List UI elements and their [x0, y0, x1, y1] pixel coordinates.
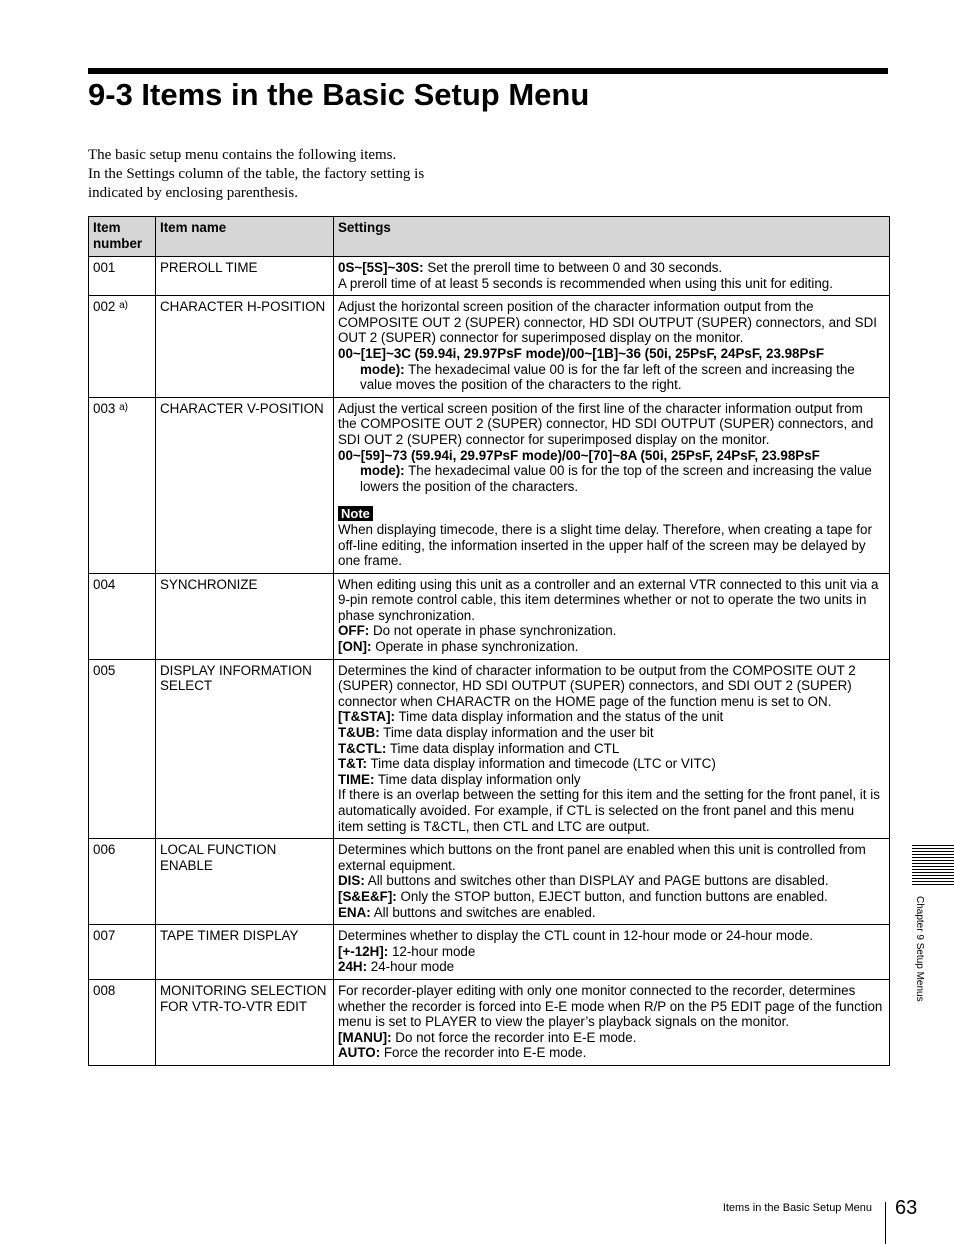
setting-text: A preroll time of at least 5 seconds is recommended when using this unit for editing.: [338, 275, 833, 291]
item-settings: 0S~[5S]~30S: Set the preroll time to between 0 and 30 seconds. A preroll time of at least 5 seconds is recommended when using this unit for editing.: [334, 257, 890, 296]
intro-line: indicated by enclosing parenthesis.: [88, 185, 298, 201]
item-number: 005: [89, 659, 156, 839]
footnote-marker: a): [119, 300, 128, 312]
table-row: [89, 296, 890, 398]
item-settings: [334, 979, 890, 1065]
page-number: 63: [895, 1197, 918, 1219]
setup-table: [88, 216, 890, 1066]
item-name: SYNCHRONIZE: [156, 573, 334, 659]
setting-text: Determines whether to display the CTL count in 12-hour mode or 24-hour mode.: [338, 928, 814, 944]
item-name: LOCAL FUNCTION ENABLE: [156, 839, 334, 925]
table-row: [89, 573, 890, 659]
header-item-name: Item name: [156, 217, 334, 257]
setting-text: If there is an overlap between the setting for this item and the setting for the front panel, it is automatically avoided. For example, if CTL is selected on the front panel and this menu item setting is T&CTL, then CTL and LTC are output.: [338, 787, 880, 834]
title-rule: [88, 68, 888, 74]
item-number: 008: [89, 979, 156, 1065]
item-name: CHARACTER V-POSITION: [156, 397, 334, 573]
setting-text: Adjust the horizontal screen position of the character information output from the COMPOSITE OUT 2 (SUPER) connector, HD SDI OUTPUT (SUPER) connectors, and SDI OUT 2 (SUPER) connector for superimposed display on the monitor.: [338, 299, 877, 346]
setting-option: AUTO: Force the recorder into E-E mode.: [338, 1045, 587, 1061]
table-row: [89, 257, 890, 296]
item-name: CHARACTER H-POSITION: [156, 296, 334, 398]
setting-option: 24H: 24-hour mode: [338, 959, 455, 975]
item-settings: [334, 659, 890, 839]
setting-option: T&UB: Time data display information and the user bit: [338, 725, 654, 741]
setting-option: [ON]: Operate in phase synchronization.: [338, 639, 579, 655]
table-row: [89, 839, 890, 925]
setting-option: T&CTL: Time data display information and CTL: [338, 740, 620, 756]
header-item-number: Item number: [89, 217, 156, 257]
item-settings: [334, 573, 890, 659]
table-header-row: [89, 217, 890, 257]
intro-text: [88, 146, 488, 203]
item-number: 007: [89, 925, 156, 980]
setting-option: [MANU]: Do not force the recorder into E-E mode.: [338, 1029, 637, 1045]
chapter-label: Chapter 9 Setup Menus: [914, 896, 925, 1002]
note-badge: Note: [338, 506, 373, 521]
table-row: [89, 659, 890, 839]
item-name: PREROLL TIME: [156, 257, 334, 296]
item-settings: [334, 925, 890, 980]
setting-range: 0S~[5S]~30S:: [338, 260, 424, 275]
setting-option: [+-12H]: 12-hour mode: [338, 943, 476, 959]
table-row: [89, 925, 890, 980]
item-number: 001: [89, 257, 156, 296]
setting-option: T&T: Time data display information and timecode (LTC or VITC): [338, 756, 716, 772]
setting-option: [T&STA]: Time data display information and the status of the unit: [338, 709, 724, 725]
setting-text: For recorder-player editing with only one monitor connected to the recorder, determines whether the recorder is forced into E-E mode when R/P on the P5 EDIT page of the function menu is set to PLAYER to view the player’s playback signals on the monitor.: [338, 982, 883, 1030]
item-name: MONITORING SELECTION FOR VTR-TO-VTR EDIT: [156, 979, 334, 1065]
item-name: DISPLAY INFORMATION SELECT: [156, 659, 334, 839]
footnote-marker: a): [119, 401, 128, 413]
setting-range: 00~[59]~73 (59.94i, 29.97PsF mode)/00~[70]~8A (50i, 25PsF, 24PsF, 23.98PsF: [338, 447, 820, 463]
setting-text: Determines the kind of character information to be output from the COMPOSITE OUT 2 (SUPER) connector, HD SDI OUTPUT (SUPER) connectors, and SDI OUT 2 (SUPER) connector when CHARACTR on the HOME page of the function menu is set to ON.: [338, 662, 856, 709]
chapter-tab-stripes: [912, 845, 954, 887]
setting-option: ENA: All buttons and switches are enabled.: [338, 904, 596, 920]
item-name: TAPE TIMER DISPLAY: [156, 925, 334, 980]
table-row: [89, 397, 890, 573]
setting-option: TIME: Time data display information only: [338, 771, 581, 787]
setting-option: [S&E&F]: Only the STOP button, EJECT button, and function buttons are enabled.: [338, 888, 828, 904]
setting-option: DIS: All buttons and switches other than DISPLAY and PAGE buttons are disabled.: [338, 873, 829, 889]
item-number: 006: [89, 839, 156, 925]
item-number: 003 $^{a)}$: [89, 397, 156, 573]
footer-divider: [885, 1202, 886, 1244]
item-number: 002 $^{a)}$: [89, 296, 156, 398]
item-number: 004: [89, 573, 156, 659]
setting-range: 00~[1E]~3C (59.94i, 29.97PsF mode)/00~[1B]~36 (50i, 25PsF, 24PsF, 23.98PsF: [338, 345, 825, 361]
item-settings: Adjust the horizontal screen position of the character information output from the COMPOSITE OUT 2 (SUPER) connector, HD SDI OUTPUT (SUPER) connectors, and SDI OUT 2 (SUPER) connector for superimposed display on the monitor. 00~[1E]~3C (59.94i, 29.97PsF mode)/00~[1B]~36 (50i, 25PsF, 24PsF, 23.98PsF mode): The hexadecimal value 00 is for the far left of the screen and increasing the value moves the position of the characters to the right.: [334, 296, 890, 398]
item-settings: Adjust the vertical screen position of the first line of the character information output from the COMPOSITE OUT 2 (SUPER) connector, HD SDI OUTPUT (SUPER) connectors, and SDI OUT 2 (SUPER) connector for superimposed display on the monitor. 00~[59]~73 (59.94i, 29.97PsF mode)/00~[70]~8A (50i, 25PsF, 24PsF, 23.98PsF mode): The hexadecimal value 00 is for the top of the screen and increasing the value lowers the position of the characters. Note When displaying timecode, there is a slight time delay. Therefore, when creating a tape for off-line editing, the information inserted in the upper half of the screen may be delayed by one frame.: [334, 397, 890, 573]
setting-text: Adjust the vertical screen position of the first line of the character information output from the COMPOSITE OUT 2 (SUPER) connector, HD SDI OUTPUT (SUPER) connectors, and SDI OUT 2 (SUPER) connector for superimposed display on the monitor.: [338, 400, 874, 447]
setting-text: When editing using this unit as a controller and an external VTR connected to this unit via a 9-pin remote control cable, this item determines whether or not to operate the two units in phase synchronization.: [338, 576, 879, 623]
page-title: 9-3 Items in the Basic Setup Menu: [88, 77, 590, 112]
table-row: [89, 979, 890, 1065]
item-settings: [334, 839, 890, 925]
intro-line: The basic setup menu contains the following items.: [88, 147, 397, 163]
setting-text: Determines which buttons on the front panel are enabled when this unit is controlled from external equipment.: [338, 842, 866, 873]
note-text: When displaying timecode, there is a slight time delay. Therefore, when creating a tape for off-line editing, the information inserted in the upper half of the screen may be delayed by one frame.: [338, 521, 872, 569]
header-settings: Settings: [334, 217, 890, 257]
setting-option: OFF: Do not operate in phase synchronization.: [338, 623, 617, 639]
intro-line: In the Settings column of the table, the factory setting is: [88, 166, 425, 182]
footer-section-title: Items in the Basic Setup Menu: [722, 1202, 872, 1214]
